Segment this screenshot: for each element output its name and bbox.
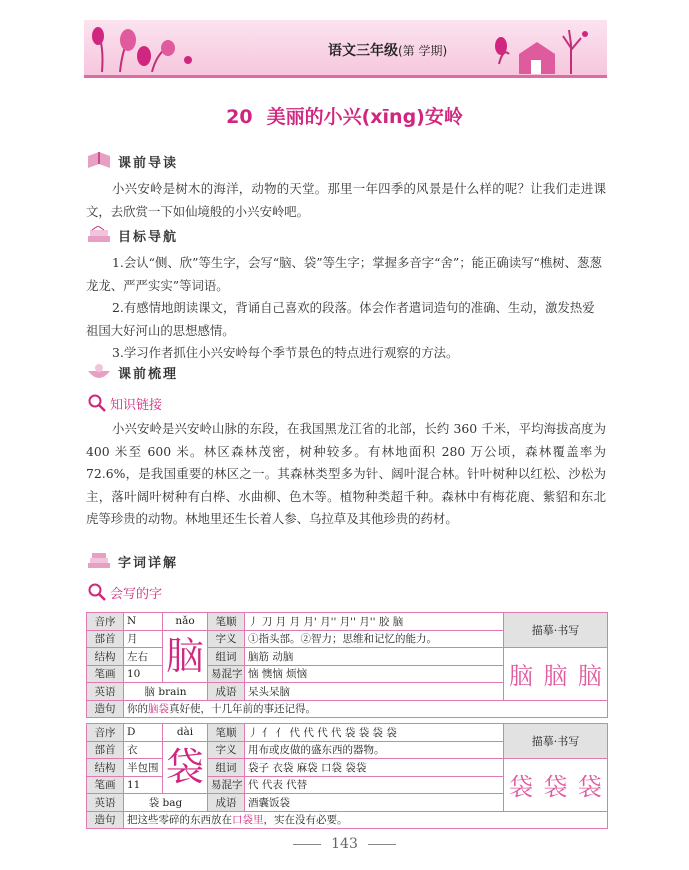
decorative-plants-icon bbox=[92, 26, 212, 72]
trace-char: 袋 bbox=[577, 773, 602, 802]
confuse-value: 代 代表 代替 bbox=[245, 776, 504, 794]
divider bbox=[293, 844, 321, 845]
english-key: 英语 bbox=[87, 794, 124, 812]
english-key: 英语 bbox=[87, 683, 124, 701]
char-card-dai bbox=[86, 723, 608, 829]
big-character: 袋 bbox=[163, 741, 208, 794]
meaning-key: 字义 bbox=[208, 741, 245, 759]
confuse-value: 恼 懊恼 烦恼 bbox=[245, 665, 504, 683]
strokes-key: 笔画 bbox=[87, 665, 124, 683]
section-words: 字词详解 bbox=[86, 551, 178, 571]
book-title: 语文三年级(第 学期) bbox=[328, 43, 448, 59]
trace-char: 脑 bbox=[543, 662, 568, 691]
radical-value: 衣 bbox=[124, 741, 163, 759]
trace-area[interactable] bbox=[504, 759, 608, 812]
trace-char: 脑 bbox=[509, 662, 534, 691]
page-number: 143 bbox=[0, 836, 689, 852]
goal-item: 2.有感情地朗读课文，背诵自己喜欢的段落。体会作者遣词造句的准确、生动，激发热爱祖国大好河山的思想感情。 bbox=[86, 300, 595, 338]
trace-char: 袋 bbox=[509, 773, 534, 802]
idiom-key: 成语 bbox=[208, 794, 245, 812]
magnifier-icon bbox=[88, 583, 106, 601]
stroke-order: 丿 刀 月 月 月' 月'' 月'' 月'' 胶 脑 bbox=[245, 613, 504, 631]
page-header bbox=[84, 20, 607, 78]
knowledge-text: 小兴安岭是兴安岭山脉的东段，在我国黑龙江省的北部，长约 360 千米，平均海拔高度为 400 米至 600 米。林区森林茂密，树种较多。有林地面积 280 万公顷，森林覆盖率为 72.6%，是我国重要的林区之一。其森林类型多为针、阔叶混合林。针叶树种以红松、沙松为主，落叶阔叶树种有白桦、水曲柳、色木等。植物种类超千种。森林中有梅花鹿、紫貂和东北虎等珍贵的动物。林地里还生长着人参、乌拉草及其他珍贵的药材。 bbox=[86, 421, 606, 526]
pinyin-key: 音序 bbox=[87, 724, 124, 742]
trace-area[interactable] bbox=[504, 648, 608, 701]
goal-item: 1.会认“侧、欣”等生字，会写“脑、袋”等生字；掌握多音字“舍”；能正确读写“樵树、葱葱龙龙、严严实实”等词语。 bbox=[86, 255, 602, 293]
big-character: 脑 bbox=[163, 630, 208, 683]
group-key: 组词 bbox=[208, 759, 245, 777]
sentence-key: 造句 bbox=[87, 811, 124, 829]
divider bbox=[368, 844, 396, 845]
books-stack-icon bbox=[86, 552, 112, 570]
trace-char: 袋 bbox=[543, 773, 568, 802]
order-key: 笔顺 bbox=[208, 613, 245, 631]
char-card-nao bbox=[86, 612, 608, 718]
structure-key: 结构 bbox=[87, 648, 124, 666]
section-review: 课前梳理 bbox=[86, 362, 178, 382]
strokes-value: 11 bbox=[124, 776, 163, 794]
idiom-value: 呆头呆脑 bbox=[245, 683, 504, 701]
sentence-value: 你的脑袋真好使，十几年前的事还记得。 bbox=[124, 700, 608, 718]
meaning-value: ①指头部。②智力；思维和记忆的能力。 bbox=[245, 630, 504, 648]
section-preview: 课前导读 bbox=[86, 151, 178, 171]
group-value: 脑筋 动脑 bbox=[245, 648, 504, 666]
strokes-value: 10 bbox=[124, 665, 163, 683]
order-key: 笔顺 bbox=[208, 724, 245, 742]
pinyin-value: dài bbox=[163, 724, 208, 742]
stroke-order: 丿 亻 亻 代 代 代 代 袋 袋 袋 袋 bbox=[245, 724, 504, 742]
lesson-title bbox=[0, 102, 689, 129]
magnifier-icon bbox=[88, 394, 106, 412]
goal-item: 3.学习作者抓住小兴安岭每个季节景色的特点进行观察的方法。 bbox=[112, 345, 459, 360]
lesson-number: 20 bbox=[226, 106, 253, 128]
subsection-knowledge: 知识链接 bbox=[88, 394, 162, 412]
house-tree-icon bbox=[479, 24, 599, 74]
sentence-value: 把这些零碎的东西放在口袋里，实在没有必要。 bbox=[124, 811, 608, 829]
trace-head: 描摹·书写 bbox=[504, 724, 608, 759]
letter-value: D bbox=[124, 724, 163, 742]
subsection-write-chars: 会写的字 bbox=[88, 583, 162, 601]
pinyin-value: nǎo bbox=[163, 613, 208, 631]
books-stack-icon bbox=[86, 226, 112, 244]
confuse-key: 易混字 bbox=[208, 665, 245, 683]
strokes-key: 笔画 bbox=[87, 776, 124, 794]
book-icon bbox=[86, 152, 112, 170]
structure-value: 左右 bbox=[124, 648, 163, 666]
structure-key: 结构 bbox=[87, 759, 124, 777]
radical-key: 部首 bbox=[87, 741, 124, 759]
trace-char: 脑 bbox=[577, 662, 602, 691]
english-value: 脑 brain bbox=[124, 683, 208, 701]
trace-head: 描摹·书写 bbox=[504, 613, 608, 648]
letter-value: N bbox=[124, 613, 163, 631]
structure-value: 半包围 bbox=[124, 759, 163, 777]
meaning-key: 字义 bbox=[208, 630, 245, 648]
bowl-icon bbox=[86, 363, 112, 381]
preview-text: 小兴安岭是树木的海洋，动物的天堂。那里一年四季的风景是什么样的呢？让我们走进课文，去欣赏一下如仙境般的小兴安岭吧。 bbox=[86, 181, 606, 219]
lesson-name: 美丽的小兴(xīng)安岭 bbox=[266, 106, 463, 128]
sentence-key: 造句 bbox=[87, 700, 124, 718]
meaning-value: 用布或皮做的盛东西的器物。 bbox=[245, 741, 504, 759]
english-value: 袋 bag bbox=[124, 794, 208, 812]
idiom-key: 成语 bbox=[208, 683, 245, 701]
section-goals: 目标导航 bbox=[86, 225, 178, 245]
radical-value: 月 bbox=[124, 630, 163, 648]
confuse-key: 易混字 bbox=[208, 776, 245, 794]
radical-key: 部首 bbox=[87, 630, 124, 648]
group-value: 袋子 衣袋 麻袋 口袋 袋袋 bbox=[245, 759, 504, 777]
idiom-value: 酒囊饭袋 bbox=[245, 794, 504, 812]
group-key: 组词 bbox=[208, 648, 245, 666]
pinyin-key: 音序 bbox=[87, 613, 124, 631]
